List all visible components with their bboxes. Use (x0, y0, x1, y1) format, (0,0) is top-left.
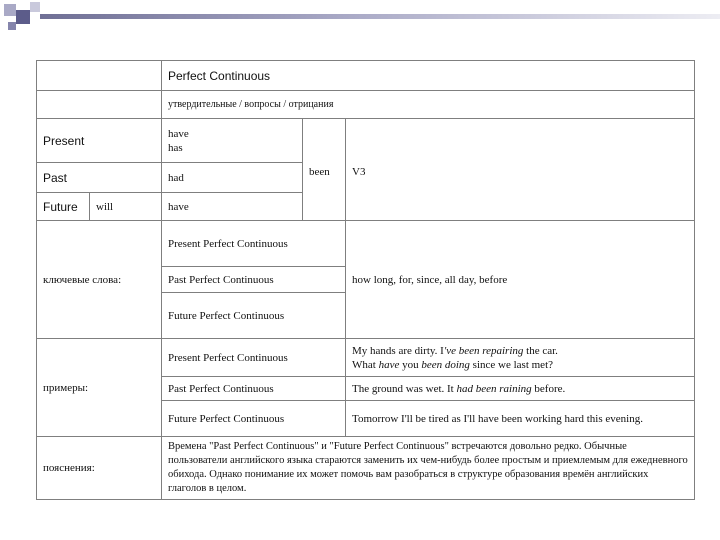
empty-cell (37, 61, 162, 91)
title-row (37, 61, 695, 91)
example-text: Tomorrow I'll be tired as I'll have been working hard this evening. (346, 401, 695, 437)
example-tense: Past Perfect Continuous (162, 377, 346, 401)
text-fragment: What (352, 358, 379, 371)
keyword-tense: Present Perfect Continuous (162, 221, 346, 267)
example-tense: Future Perfect Continuous (162, 401, 346, 437)
keyword-tense: Past Perfect Continuous (162, 267, 346, 293)
text-fragment-italic: been doing (421, 358, 470, 371)
been-cell: been (303, 119, 346, 221)
example-text (346, 339, 695, 377)
notes-text: Времена "Past Perfect Continuous" и "Future Perfect Continuous" встречаются довольно редко. Обычные пользователи английского языка стараются заменить их чем-нибудь более простым и приемлемым для ежедневного обихода. Однако понимание их может помочь вам разобраться в структуре образования времён английских глаголов в целом. (162, 437, 695, 500)
present-aux (162, 119, 303, 163)
text-fragment: before. (531, 382, 566, 395)
example-text (346, 377, 695, 401)
notes-row (37, 437, 695, 500)
aux-has: has (168, 141, 183, 154)
subtitle-row (37, 91, 695, 119)
decorative-gradient-bar (40, 14, 720, 19)
table-subtitle: утвердительные / вопросы / отрицания (162, 91, 695, 119)
example-line (352, 344, 688, 358)
past-aux: had (162, 163, 303, 193)
future-label: Future (37, 193, 90, 221)
v3-cell: V3 (346, 119, 695, 221)
decorative-square (16, 10, 30, 24)
examples-label: примеры: (37, 339, 162, 437)
example-tense: Present Perfect Continuous (162, 339, 346, 377)
present-row (37, 119, 695, 163)
example-row (37, 339, 695, 377)
table-title: Perfect Continuous (162, 61, 695, 91)
text-fragment-italic: have (378, 358, 400, 371)
decorative-square (4, 4, 16, 16)
text-fragment: you (399, 358, 422, 371)
keywords-list: how long, for, since, all day, before (346, 221, 695, 339)
text-fragment-italic: 've been repairing (443, 344, 524, 357)
example-line (352, 358, 688, 372)
decorative-square (8, 22, 16, 30)
text-fragment: My hands are dirty. I (352, 344, 444, 357)
text-fragment: since we last met? (469, 358, 554, 371)
future-will: will (90, 193, 162, 221)
aux-have: have (168, 127, 189, 140)
empty-cell (37, 91, 162, 119)
past-label: Past (37, 163, 162, 193)
keywords-row (37, 221, 695, 267)
text-fragment-italic: had been raining (456, 382, 532, 395)
keywords-label: ключевые слова: (37, 221, 162, 339)
notes-label: пояснения: (37, 437, 162, 500)
keyword-tense: Future Perfect Continuous (162, 293, 346, 339)
decorative-square (30, 2, 40, 12)
text-fragment: The ground was wet. It (352, 382, 457, 395)
present-label: Present (37, 119, 162, 163)
perfect-continuous-table (36, 60, 695, 500)
text-fragment: the car. (523, 344, 558, 357)
future-aux: have (162, 193, 303, 221)
